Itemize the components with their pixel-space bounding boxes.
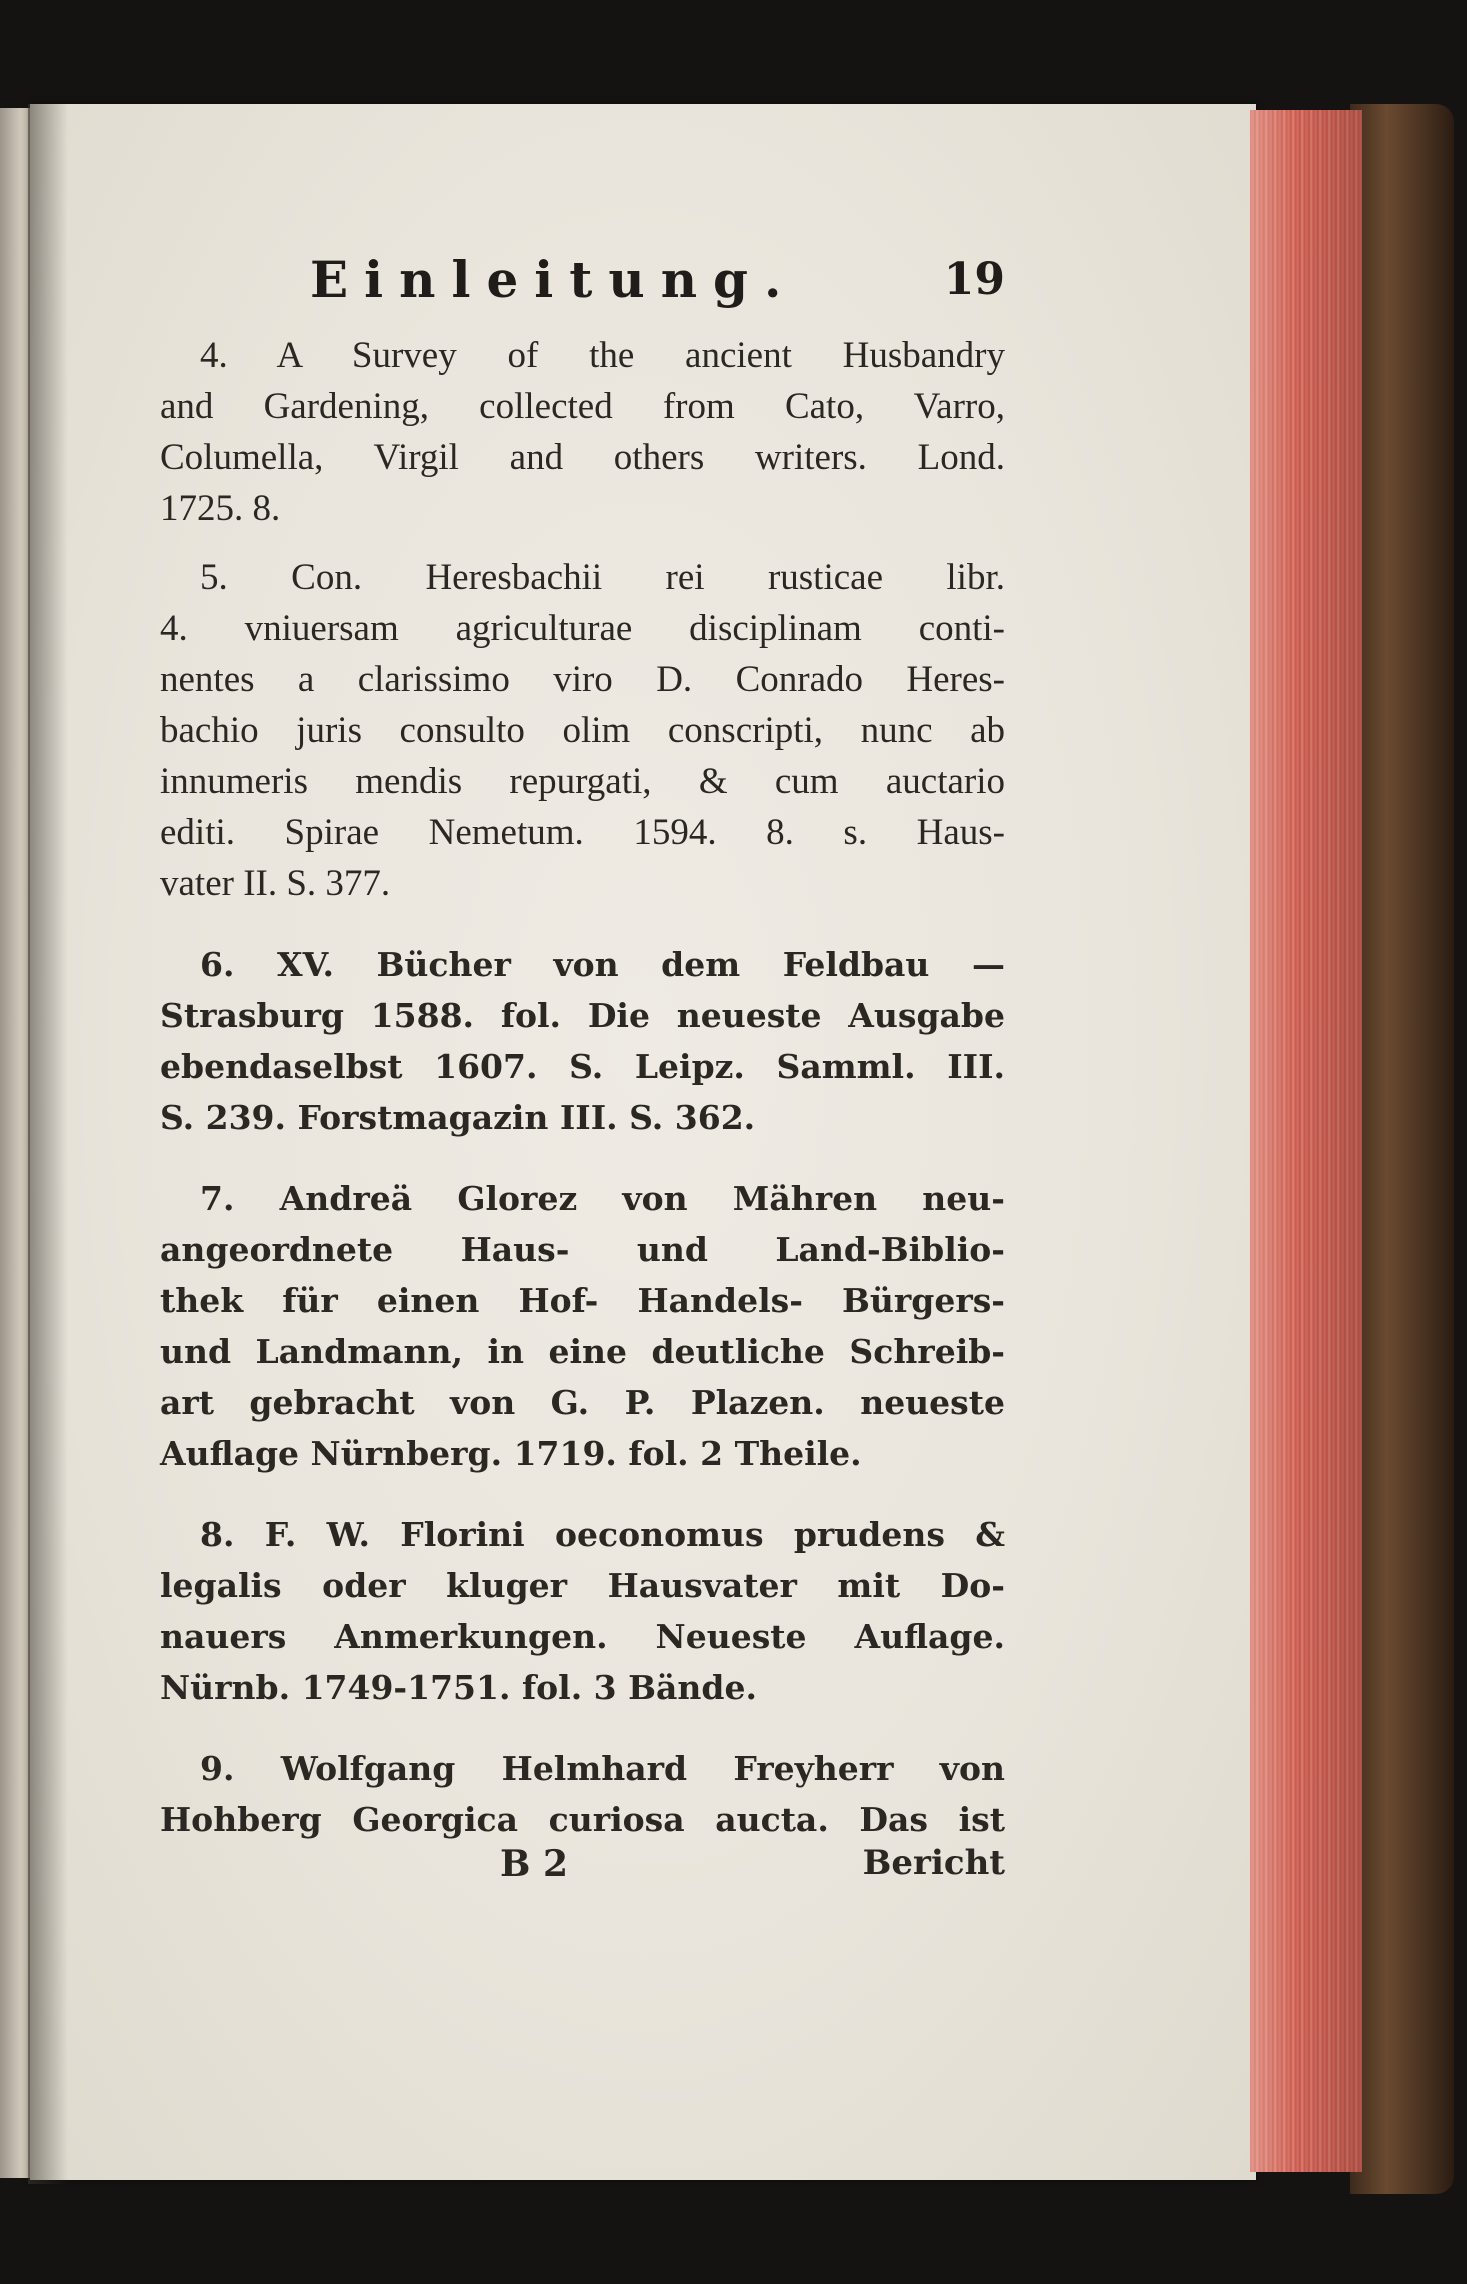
- gutter-shadow: [28, 104, 68, 2184]
- entry-line: angeordnete Haus- und Land-Biblio-: [160, 1230, 1005, 1269]
- entry-line: vater II. S. 377.: [160, 863, 391, 904]
- entry-7: [160, 1173, 1005, 1479]
- text-block: [160, 250, 1005, 1903]
- signature-mark: B 2: [500, 1843, 569, 1885]
- entry-line: ebendaselbst 1607. S. Leipz. Samml. III.: [160, 1047, 1005, 1086]
- entry-line: 5. Con. Heresbachii rei rusticae libr.: [200, 557, 1005, 598]
- entry-line: Auflage Nürnberg. 1719. fol. 2 Theile.: [160, 1434, 862, 1473]
- entry-line: Nürnb. 1749-1751. fol. 3 Bände.: [160, 1668, 757, 1707]
- entry-line: innumeris mendis repurgati, & cum auctario: [160, 761, 1005, 802]
- leather-cover-edge: [1350, 104, 1454, 2194]
- entry-5: [160, 552, 1005, 909]
- entry-line: S. 239. Forstmagazin III. S. 362.: [160, 1098, 756, 1137]
- entry-line: 7. Andreä Glorez von Mähren neu-: [200, 1179, 1005, 1218]
- page-footer: [160, 1843, 1005, 1903]
- entry-4: [160, 330, 1005, 534]
- entry-line: 9. Wolfgang Helmhard Freyherr von: [200, 1749, 1005, 1788]
- entry-6: [160, 939, 1005, 1143]
- entry-line: Strasburg 1588. fol. Die neueste Ausgabe: [160, 996, 1005, 1035]
- entry-line: 1725. 8.: [160, 488, 281, 529]
- entry-line: 6. XV. Bücher von dem Feldbau —: [200, 945, 1005, 984]
- page-edge-shading: [1250, 110, 1362, 2172]
- entry-line: 4. vniuersam agriculturae disciplinam conti-: [160, 608, 1005, 649]
- entry-line: editi. Spirae Nemetum. 1594. 8. s. Haus-: [160, 812, 1005, 853]
- entry-line: nauers Anmerkungen. Neueste Auflage.: [160, 1617, 1005, 1656]
- entry-line: Columella, Virgil and others writers. Lond.: [160, 437, 1005, 478]
- entry-line: bachio juris consulto olim conscripti, nunc ab: [160, 710, 1005, 751]
- entry-line: legalis oder kluger Hausvater mit Do-: [160, 1566, 1005, 1605]
- entry-9: [160, 1743, 1005, 1845]
- entry-line: und Landmann, in eine deutliche Schreib-: [160, 1332, 1005, 1371]
- entry-line: 8. F. W. Florini oeconomus prudens &: [200, 1515, 1005, 1554]
- entry-line: and Gardening, collected from Cato, Varro,: [160, 386, 1005, 427]
- entry-line: nentes a clarissimo viro D. Conrado Heres-: [160, 659, 1005, 700]
- entry-line: art gebracht von G. P. Plazen. neueste: [160, 1383, 1005, 1422]
- entry-line: 4. A Survey of the ancient Husbandry: [200, 335, 1005, 376]
- entry-8: [160, 1509, 1005, 1713]
- page-number: 19: [943, 254, 1005, 305]
- catchword: Bericht: [862, 1843, 1005, 1883]
- entry-line: thek für einen Hof- Handels- Bürgers-: [160, 1281, 1005, 1320]
- running-head: Einleitung.: [310, 250, 798, 309]
- entry-line: Hohberg Georgica curiosa aucta. Das ist: [160, 1800, 1005, 1839]
- page-header: [160, 250, 1005, 330]
